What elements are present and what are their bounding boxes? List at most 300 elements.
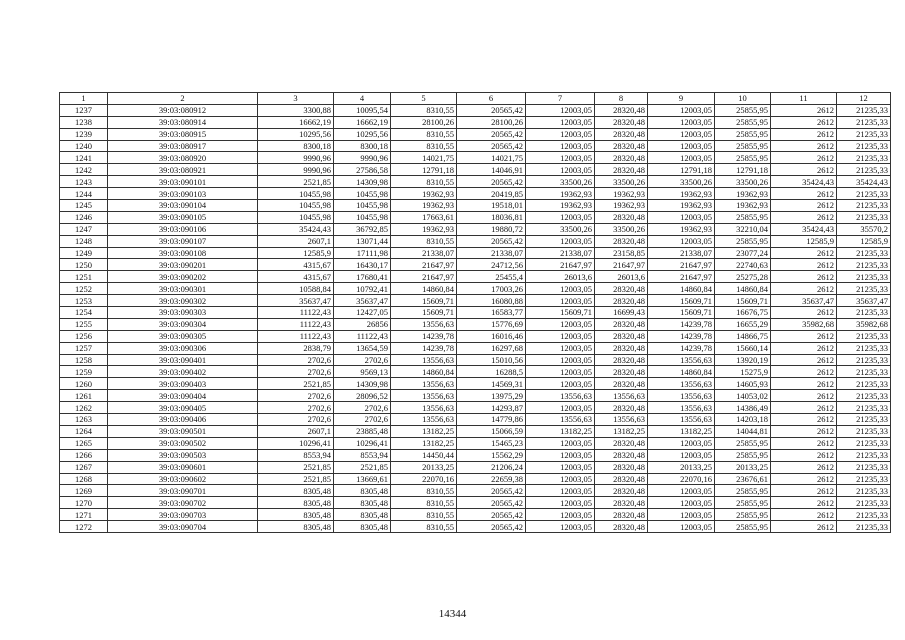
table-cell: 1238 <box>60 116 108 128</box>
table-cell: 21235,33 <box>837 437 891 449</box>
table-cell: 11122,43 <box>258 330 334 342</box>
table-cell: 2702,6 <box>258 366 334 378</box>
table-cell: 18036,81 <box>457 211 526 223</box>
column-header: 7 <box>526 93 595 105</box>
table-cell: 2612 <box>771 259 837 271</box>
table-cell: 12003,05 <box>526 164 595 176</box>
table-cell: 10455,98 <box>334 211 391 223</box>
table-cell: 12003,05 <box>526 402 595 414</box>
table-cell: 28320,48 <box>595 354 648 366</box>
table-cell: 8310,55 <box>391 128 457 140</box>
table-cell: 2521,85 <box>258 461 334 473</box>
table-cell: 2612 <box>771 378 837 390</box>
table-cell: 14293,87 <box>457 402 526 414</box>
table-cell: 32210,04 <box>715 223 771 235</box>
table-cell: 25855,95 <box>715 497 771 509</box>
page-number: 14344 <box>438 608 467 620</box>
table-cell: 10295,56 <box>334 128 391 140</box>
table-cell: 19362,93 <box>526 188 595 200</box>
table-cell: 20565,42 <box>457 176 526 188</box>
table-cell: 1261 <box>60 390 108 402</box>
column-header: 5 <box>391 93 457 105</box>
table-cell: 2612 <box>771 247 837 259</box>
table-cell: 12003,05 <box>648 437 715 449</box>
table-cell: 28320,48 <box>595 461 648 473</box>
table-cell: 33500,26 <box>595 176 648 188</box>
table-cell: 28320,48 <box>595 366 648 378</box>
table-cell: 10296,41 <box>258 437 334 449</box>
table-cell: 1252 <box>60 283 108 295</box>
table-cell: 2612 <box>771 342 837 354</box>
table-cell: 2612 <box>771 330 837 342</box>
table-row <box>60 342 891 354</box>
table-cell: 2612 <box>771 211 837 223</box>
table-cell: 14309,98 <box>334 378 391 390</box>
table-row <box>60 164 891 176</box>
table-cell: 39:03:090704 <box>108 521 258 533</box>
table-cell: 16662,19 <box>334 116 391 128</box>
table-cell: 1264 <box>60 425 108 437</box>
table-cell: 28100,26 <box>391 116 457 128</box>
table-cell: 2612 <box>771 283 837 295</box>
table-cell: 16297,68 <box>457 342 526 354</box>
table-cell: 2702,6 <box>258 402 334 414</box>
table-row <box>60 354 891 366</box>
table-row <box>60 295 891 307</box>
table-cell: 1237 <box>60 104 108 116</box>
table-cell: 25855,95 <box>715 509 771 521</box>
table-cell: 13556,63 <box>595 414 648 426</box>
table-cell: 22659,38 <box>457 473 526 485</box>
table-cell: 33500,26 <box>526 223 595 235</box>
table-cell: 20565,42 <box>457 128 526 140</box>
table-cell: 39:03:090108 <box>108 247 258 259</box>
table-cell: 2612 <box>771 449 837 461</box>
table-cell: 13556,63 <box>648 414 715 426</box>
table-cell: 21235,33 <box>837 402 891 414</box>
table-row <box>60 283 891 295</box>
table-cell: 35424,43 <box>771 176 837 188</box>
table-row <box>60 247 891 259</box>
table-cell: 23676,61 <box>715 473 771 485</box>
table-cell: 21235,33 <box>837 140 891 152</box>
table-cell: 1265 <box>60 437 108 449</box>
table-cell: 14779,86 <box>457 414 526 426</box>
table-row <box>60 259 891 271</box>
table-cell: 13071,44 <box>334 235 391 247</box>
table-cell: 39:03:090201 <box>108 259 258 271</box>
table-cell: 2612 <box>771 414 837 426</box>
table-cell: 2612 <box>771 164 837 176</box>
table-cell: 9990,96 <box>258 152 334 164</box>
table-cell: 39:03:090305 <box>108 330 258 342</box>
table-cell: 12003,05 <box>648 104 715 116</box>
table-cell: 11122,43 <box>258 318 334 330</box>
table-cell: 21647,97 <box>648 259 715 271</box>
table-cell: 14021,75 <box>391 152 457 164</box>
table-cell: 1246 <box>60 211 108 223</box>
table-cell: 20419,85 <box>457 188 526 200</box>
table-row <box>60 473 891 485</box>
table-cell: 13556,63 <box>391 318 457 330</box>
table-cell: 1250 <box>60 259 108 271</box>
table-cell: 16676,75 <box>715 307 771 319</box>
table-cell: 2612 <box>771 509 837 521</box>
table-cell: 16288,5 <box>457 366 526 378</box>
table-cell: 21235,33 <box>837 116 891 128</box>
table-cell: 14044,81 <box>715 425 771 437</box>
table-cell: 12003,05 <box>526 342 595 354</box>
table-cell: 39:03:080917 <box>108 140 258 152</box>
table-cell: 28100,26 <box>457 116 526 128</box>
table-cell: 10455,98 <box>258 188 334 200</box>
table-cell: 2612 <box>771 366 837 378</box>
table-cell: 8310,55 <box>391 104 457 116</box>
table-cell: 28320,48 <box>595 509 648 521</box>
table-cell: 8310,55 <box>391 176 457 188</box>
table-cell: 12003,05 <box>526 283 595 295</box>
column-header: 6 <box>457 93 526 105</box>
table-cell: 4315,67 <box>258 259 334 271</box>
table-cell: 28320,48 <box>595 318 648 330</box>
table-cell: 15609,71 <box>391 307 457 319</box>
table-cell: 14860,84 <box>648 366 715 378</box>
table-row <box>60 152 891 164</box>
table-cell: 12585,9 <box>837 235 891 247</box>
table-cell: 14860,84 <box>391 283 457 295</box>
table-row <box>60 366 891 378</box>
table-cell: 12003,05 <box>526 461 595 473</box>
table-cell: 21338,07 <box>648 247 715 259</box>
table-cell: 13182,25 <box>391 425 457 437</box>
table-cell: 28096,52 <box>334 390 391 402</box>
table-cell: 12003,05 <box>648 235 715 247</box>
table-cell: 26856 <box>334 318 391 330</box>
table-cell: 1271 <box>60 509 108 521</box>
table-cell: 12003,05 <box>526 128 595 140</box>
table-cell: 15609,71 <box>648 307 715 319</box>
table-cell: 23077,24 <box>715 247 771 259</box>
table-cell: 15609,71 <box>391 295 457 307</box>
table-cell: 12427,05 <box>334 307 391 319</box>
table-cell: 21235,33 <box>837 473 891 485</box>
table-cell: 14569,31 <box>457 378 526 390</box>
table-row <box>60 104 891 116</box>
table-row <box>60 461 891 473</box>
table-cell: 39:03:090502 <box>108 437 258 449</box>
table-row <box>60 318 891 330</box>
table-cell: 28320,48 <box>595 283 648 295</box>
table-cell: 13556,63 <box>391 390 457 402</box>
table-cell: 21235,33 <box>837 188 891 200</box>
table-cell: 23885,48 <box>334 425 391 437</box>
table-cell: 39:03:090405 <box>108 402 258 414</box>
table-cell: 19362,93 <box>648 188 715 200</box>
table-cell: 25855,95 <box>715 521 771 533</box>
table-cell: 22070,16 <box>391 473 457 485</box>
table-cell: 25855,95 <box>715 104 771 116</box>
table-cell: 39:03:090107 <box>108 235 258 247</box>
table-cell: 8305,48 <box>334 521 391 533</box>
table-row <box>60 449 891 461</box>
table-cell: 2612 <box>771 425 837 437</box>
table-cell: 21235,33 <box>837 497 891 509</box>
table-cell: 21235,33 <box>837 271 891 283</box>
table-cell: 10588,84 <box>258 283 334 295</box>
table-cell: 35637,47 <box>258 295 334 307</box>
table-cell: 28320,48 <box>595 449 648 461</box>
table-cell: 14239,78 <box>648 330 715 342</box>
table-cell: 2612 <box>771 188 837 200</box>
table-cell: 19362,93 <box>648 223 715 235</box>
table-cell: 28320,48 <box>595 402 648 414</box>
table-cell: 21235,33 <box>837 283 891 295</box>
table-cell: 2521,85 <box>258 176 334 188</box>
table-cell: 14309,98 <box>334 176 391 188</box>
table-cell: 1247 <box>60 223 108 235</box>
table-cell: 28320,48 <box>595 211 648 223</box>
table-cell: 28320,48 <box>595 128 648 140</box>
table-cell: 10792,41 <box>334 283 391 295</box>
table-cell: 2612 <box>771 152 837 164</box>
table-cell: 13182,25 <box>648 425 715 437</box>
table-cell: 13556,63 <box>595 390 648 402</box>
table-cell: 39:03:090602 <box>108 473 258 485</box>
table-cell: 2612 <box>771 271 837 283</box>
table-cell: 35637,47 <box>334 295 391 307</box>
table-cell: 1239 <box>60 128 108 140</box>
table-cell: 25855,95 <box>715 437 771 449</box>
table-cell: 16430,17 <box>334 259 391 271</box>
table-cell: 25855,95 <box>715 211 771 223</box>
table-cell: 21235,33 <box>837 247 891 259</box>
column-header: 8 <box>595 93 648 105</box>
table-cell: 21647,97 <box>391 259 457 271</box>
table-cell: 1272 <box>60 521 108 533</box>
table-cell: 35424,43 <box>258 223 334 235</box>
table-cell: 25855,95 <box>715 116 771 128</box>
table-cell: 12003,05 <box>526 235 595 247</box>
table-cell: 2612 <box>771 402 837 414</box>
table-cell: 28320,48 <box>595 116 648 128</box>
table-cell: 11122,43 <box>334 330 391 342</box>
table-cell: 12791,18 <box>648 164 715 176</box>
table-cell: 27586,58 <box>334 164 391 176</box>
table-cell: 2702,6 <box>258 354 334 366</box>
table-cell: 28320,48 <box>595 342 648 354</box>
table-cell: 22070,16 <box>648 473 715 485</box>
table-cell: 26013,6 <box>526 271 595 283</box>
table-cell: 20133,25 <box>391 461 457 473</box>
table-cell: 20565,42 <box>457 509 526 521</box>
table-cell: 2838,79 <box>258 342 334 354</box>
table-cell: 39:03:090105 <box>108 211 258 223</box>
table-cell: 12003,05 <box>526 437 595 449</box>
table-cell: 10455,98 <box>258 211 334 223</box>
table-cell: 14046,91 <box>457 164 526 176</box>
table-cell: 12003,05 <box>526 521 595 533</box>
table-cell: 39:03:090503 <box>108 449 258 461</box>
table-cell: 15609,71 <box>648 295 715 307</box>
table-cell: 15609,71 <box>715 295 771 307</box>
table-cell: 23158,85 <box>595 247 648 259</box>
table-cell: 28320,48 <box>595 235 648 247</box>
table-cell: 2521,85 <box>334 461 391 473</box>
table-cell: 16662,19 <box>258 116 334 128</box>
table-cell: 12003,05 <box>526 318 595 330</box>
table-cell: 20133,25 <box>648 461 715 473</box>
table-cell: 21235,33 <box>837 366 891 378</box>
table-cell: 25275,28 <box>715 271 771 283</box>
table-cell: 19362,93 <box>391 223 457 235</box>
table-cell: 39:03:090403 <box>108 378 258 390</box>
table-cell: 13182,25 <box>391 437 457 449</box>
table-cell: 12003,05 <box>526 104 595 116</box>
table-cell: 13669,61 <box>334 473 391 485</box>
table-cell: 39:03:080912 <box>108 104 258 116</box>
table-cell: 21235,33 <box>837 342 891 354</box>
table-cell: 25855,95 <box>715 235 771 247</box>
table-cell: 1262 <box>60 402 108 414</box>
table-cell: 8553,94 <box>334 449 391 461</box>
table-cell: 2612 <box>771 485 837 497</box>
table-cell: 12003,05 <box>526 116 595 128</box>
table-cell: 21235,33 <box>837 425 891 437</box>
table-row <box>60 116 891 128</box>
table-cell: 25455,4 <box>457 271 526 283</box>
table-cell: 28320,48 <box>595 378 648 390</box>
table-cell: 16016,46 <box>457 330 526 342</box>
column-header: 12 <box>837 93 891 105</box>
table-cell: 20133,25 <box>715 461 771 473</box>
table-cell: 12585,9 <box>258 247 334 259</box>
table-cell: 13556,63 <box>391 414 457 426</box>
table-cell: 21338,07 <box>457 247 526 259</box>
table-cell: 39:03:080921 <box>108 164 258 176</box>
table-cell: 21235,33 <box>837 461 891 473</box>
table-row <box>60 128 891 140</box>
table-cell: 28320,48 <box>595 485 648 497</box>
table-cell: 28320,48 <box>595 104 648 116</box>
table-cell: 10095,54 <box>334 104 391 116</box>
table-cell: 2612 <box>771 437 837 449</box>
table-cell: 8310,55 <box>391 140 457 152</box>
column-header: 2 <box>108 93 258 105</box>
table-cell: 2612 <box>771 497 837 509</box>
table-row <box>60 521 891 533</box>
table-cell: 21235,33 <box>837 330 891 342</box>
table-cell: 39:03:090304 <box>108 318 258 330</box>
table-cell: 14860,84 <box>391 366 457 378</box>
table-row <box>60 509 891 521</box>
table-cell: 19880,72 <box>457 223 526 235</box>
column-header: 9 <box>648 93 715 105</box>
table-cell: 39:03:090202 <box>108 271 258 283</box>
table-cell: 8310,55 <box>391 521 457 533</box>
table-cell: 39:03:090402 <box>108 366 258 378</box>
table-cell: 19362,93 <box>595 200 648 212</box>
table-cell: 10295,56 <box>258 128 334 140</box>
table-cell: 8305,48 <box>334 497 391 509</box>
table-cell: 39:03:080914 <box>108 116 258 128</box>
table-cell: 8300,18 <box>258 140 334 152</box>
table-row <box>60 497 891 509</box>
table-cell: 39:03:090404 <box>108 390 258 402</box>
table-cell: 21235,33 <box>837 200 891 212</box>
table-cell: 21647,97 <box>648 271 715 283</box>
table-cell: 12003,05 <box>648 211 715 223</box>
table-cell: 28320,48 <box>595 140 648 152</box>
table-cell: 2702,6 <box>334 414 391 426</box>
table-cell: 16080,88 <box>457 295 526 307</box>
table-cell: 20565,42 <box>457 104 526 116</box>
table-cell: 1255 <box>60 318 108 330</box>
table-cell: 19362,93 <box>715 188 771 200</box>
table-cell: 10455,98 <box>334 188 391 200</box>
table-cell: 12003,05 <box>526 152 595 164</box>
table-cell: 25855,95 <box>715 449 771 461</box>
table-cell: 13182,25 <box>526 425 595 437</box>
table-cell: 39:03:090301 <box>108 283 258 295</box>
table-cell: 14021,75 <box>457 152 526 164</box>
table-cell: 33500,26 <box>526 176 595 188</box>
table-cell: 28320,48 <box>595 295 648 307</box>
table-cell: 8305,48 <box>258 485 334 497</box>
table-cell: 9990,96 <box>334 152 391 164</box>
table-cell: 1249 <box>60 247 108 259</box>
table-cell: 1240 <box>60 140 108 152</box>
table-cell: 14239,78 <box>648 342 715 354</box>
table-cell: 26013,6 <box>595 271 648 283</box>
table-row <box>60 176 891 188</box>
table-cell: 17680,41 <box>334 271 391 283</box>
table-cell: 2521,85 <box>258 473 334 485</box>
table-cell: 21235,33 <box>837 509 891 521</box>
table-cell: 17663,61 <box>391 211 457 223</box>
cadastral-value-table <box>59 92 891 533</box>
table-cell: 12003,05 <box>526 509 595 521</box>
table-cell: 14053,02 <box>715 390 771 402</box>
table-cell: 12791,18 <box>715 164 771 176</box>
table-cell: 28320,48 <box>595 164 648 176</box>
table-cell: 21235,33 <box>837 128 891 140</box>
table-cell: 13556,63 <box>391 354 457 366</box>
table-cell: 2702,6 <box>334 402 391 414</box>
table-cell: 13556,63 <box>526 414 595 426</box>
table-cell: 14450,44 <box>391 449 457 461</box>
table-cell: 13975,29 <box>457 390 526 402</box>
table-cell: 12003,05 <box>648 497 715 509</box>
table-cell: 1268 <box>60 473 108 485</box>
table-cell: 19362,93 <box>648 200 715 212</box>
table-cell: 17111,98 <box>334 247 391 259</box>
table-cell: 14239,78 <box>391 330 457 342</box>
table-cell: 12003,05 <box>526 211 595 223</box>
table-cell: 24712,56 <box>457 259 526 271</box>
table-cell: 39:03:090104 <box>108 200 258 212</box>
table-cell: 15010,56 <box>457 354 526 366</box>
table-cell: 19362,93 <box>391 188 457 200</box>
table-cell: 15609,71 <box>526 307 595 319</box>
table-cell: 33500,26 <box>595 223 648 235</box>
table-row <box>60 485 891 497</box>
table-row <box>60 200 891 212</box>
table-cell: 1269 <box>60 485 108 497</box>
table-cell: 16655,29 <box>715 318 771 330</box>
table-cell: 12003,05 <box>526 354 595 366</box>
table-cell: 39:03:090501 <box>108 425 258 437</box>
column-header: 1 <box>60 93 108 105</box>
